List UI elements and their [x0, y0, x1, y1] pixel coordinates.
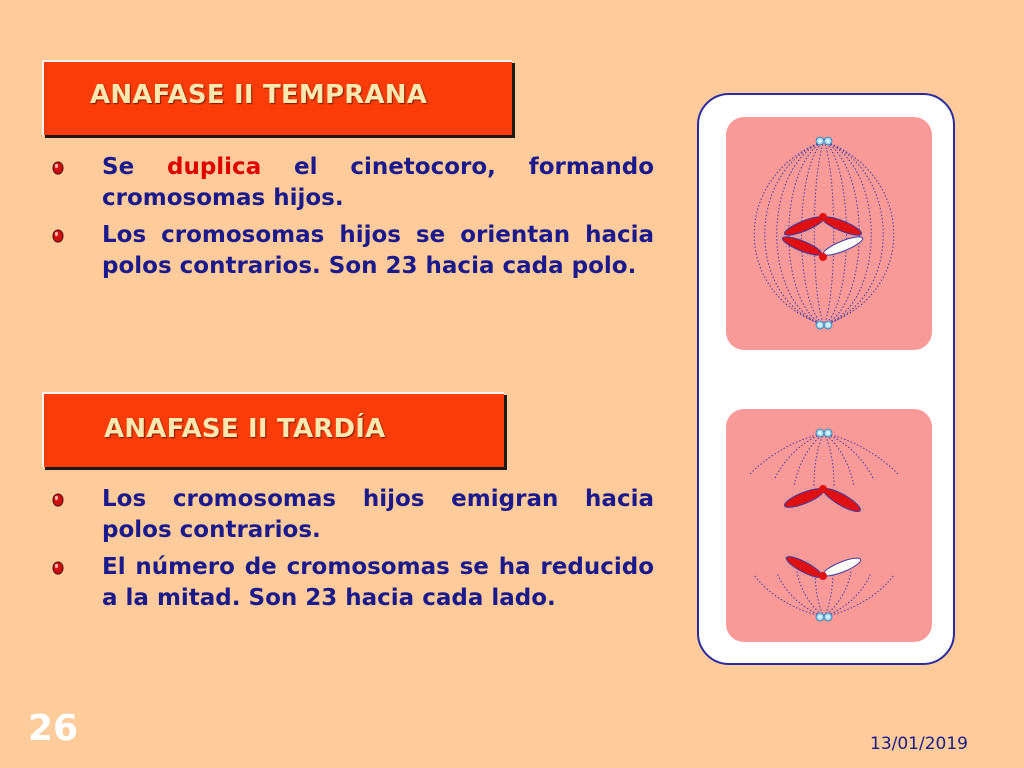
title-anafase-tardia-text: ANAFASE II TARDÍA: [104, 414, 386, 444]
bullet-icon: [52, 561, 64, 575]
bullet-item: [50, 484, 654, 545]
title-anafase-tardia: [42, 392, 504, 467]
cell-figure-panel: [697, 93, 955, 665]
slide-date: 13/01/2019: [870, 734, 968, 754]
bullet-item: [50, 220, 654, 281]
bullet-list-temprana: [50, 152, 654, 288]
cell-background: [726, 409, 932, 642]
slide-number: 26: [28, 708, 79, 749]
bullet-text-part: Se: [102, 154, 167, 180]
cell-background: [726, 117, 932, 350]
highlight-word: duplica: [166, 154, 262, 180]
title-anafase-temprana: [42, 60, 512, 135]
title-anafase-temprana-text: ANAFASE II TEMPRANA: [90, 80, 428, 110]
bullet-text: Los cromosomas hijos emigran hacia polos contrarios.: [102, 486, 654, 543]
early-anaphase-cell: [726, 117, 932, 350]
bullet-text: Los cromosomas hijos se orientan hacia polos contrarios. Son 23 hacia cada polo.: [102, 222, 654, 279]
bullet-item: [50, 552, 654, 613]
late-anaphase-cell: [726, 409, 932, 642]
anaphase-illustration: [699, 95, 953, 663]
bullet-list-tardia: [50, 484, 654, 620]
bullet-text-part: el cinetocoro, formando cromosomas hijos.: [102, 154, 655, 211]
bullet-icon: [52, 229, 64, 243]
bullet-icon: [52, 493, 64, 507]
bullet-text: El número de cromosomas se ha reducido a la mitad. Son 23 hacia cada lado.: [102, 554, 654, 611]
bullet-item: [50, 152, 654, 213]
bullet-icon: [52, 161, 64, 175]
